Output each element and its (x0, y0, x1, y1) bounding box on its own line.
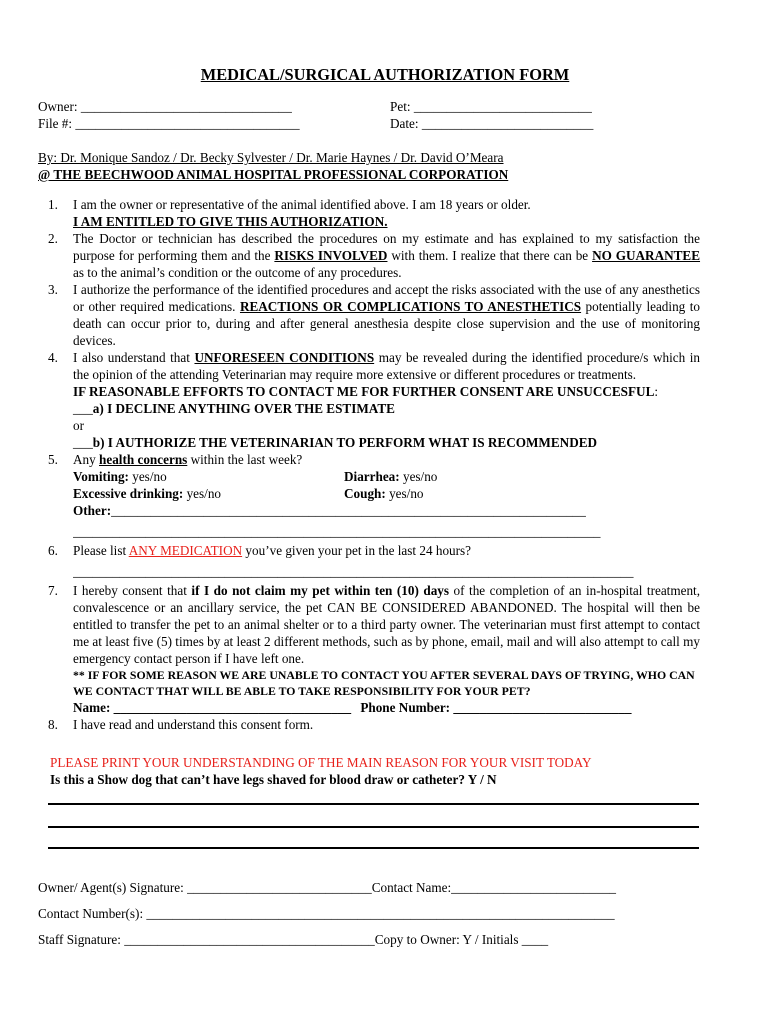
risks-involved: RISKS INVOLVED (274, 248, 388, 263)
date-blank[interactable]: __________________________ (421, 116, 594, 131)
form-title: MEDICAL/SURGICAL AUTHORIZATION FORM (200, 65, 570, 84)
doctors-line: By: Dr. Monique Sandoz / Dr. Becky Sylvester / Dr. Marie Haynes / Dr. David O’Meara (38, 150, 504, 165)
item-2-text-b: with them. I realize that there can be (387, 248, 593, 263)
consent-item-7 (38, 582, 700, 716)
vomiting-value[interactable]: yes/no (128, 469, 167, 484)
consent-items (38, 196, 700, 733)
file-number-field[interactable] (38, 115, 300, 132)
name-blank[interactable]: ____________________________________ (110, 700, 352, 715)
diarrhea-label: Diarrhea: (344, 469, 400, 484)
show-dog-question: Is this a Show dog that can’t have legs shaved for blood draw or catheter? Y / N (50, 772, 497, 787)
health-row-1 (73, 468, 700, 485)
item-3-text-b: potentially leading to death can occur prior to, during and after general anesthesia despite close supervision and the use of monitoring devices. (73, 299, 700, 348)
item-6-text-a: Please list (73, 543, 129, 558)
date-field[interactable] (390, 115, 593, 132)
copy-to-owner-label: Copy to Owner: Y / Initials (374, 932, 522, 947)
option-a-checkbox[interactable]: ___ (73, 401, 93, 416)
no-guarantee: NO GUARANTEE (592, 248, 701, 263)
visit-reason-line-2[interactable] (48, 826, 699, 828)
item-7-text-a: I hereby consent that (73, 583, 192, 598)
owner-signature-blank[interactable]: ____________________________ (187, 880, 372, 895)
item-number: 8. (48, 717, 58, 732)
contact-name-label: Contact Name: (371, 880, 452, 895)
option-a-label: a) I DECLINE ANYTHING OVER THE ESTIMATE (92, 401, 395, 416)
reactions-complications: REACTIONS OR COMPLICATIONS TO ANESTHETICS (239, 299, 582, 314)
staff-signature-label: Staff Signature: (38, 932, 125, 947)
item-6-text-b: you’ve given your pet in the last 24 hours? (242, 543, 472, 558)
drinking-value[interactable]: yes/no (183, 486, 222, 501)
phone-label: Phone Number: (360, 700, 451, 715)
staff-signature-row (38, 931, 548, 948)
pet-blank[interactable]: ___________________________ (413, 99, 592, 114)
date-label: Date: (390, 116, 422, 131)
other-field[interactable] (73, 502, 700, 519)
staff-signature-blank[interactable]: ______________________________________ (124, 932, 375, 947)
phone-blank[interactable]: ___________________________ (450, 700, 632, 715)
item-5-text-b: within the last week? (187, 452, 303, 467)
item-number: 6. (48, 543, 58, 558)
ten-days-clause: if I do not claim my pet within ten (10) days (191, 583, 450, 598)
cough-value[interactable]: yes/no (385, 486, 424, 501)
cough-label: Cough: (344, 486, 386, 501)
visit-reason-line-3[interactable] (48, 847, 699, 849)
initials-blank[interactable]: ____ (521, 932, 549, 947)
consent-item-5 (38, 451, 700, 540)
consent-item-4 (38, 349, 700, 451)
file-blank[interactable]: __________________________________ (75, 116, 300, 131)
contact-notice: ** IF FOR SOME REASON WE ARE UNABLE TO CONTACT YOU AFTER SEVERAL DAYS OF TRYING, WHO CAN WE CONTACT THAT WILL BE ABLE TO TAKE RESPONSIBILITY FOR YOUR PET? (73, 668, 695, 698)
option-b-label: b) I AUTHORIZE THE VETERINARIAN TO PERFORM WHAT IS RECOMMENDED (92, 435, 598, 450)
colon: : (654, 384, 659, 399)
owner-label: Owner: (38, 99, 81, 114)
item-7-text-b: of the completion of an in-hospital treatment, convalescence or an ancillary service, the pet CAN BE CONSIDERED ABANDONED. The hospital will then be entitled to transfer the pet to an animal shelter or to a third party owner. The veterinarian must first attempt to contact me at least five (5) times by at least 2 different methods, such as by phone, email, mail and will also attempt to call my emergency contact person if I have left one. (73, 583, 700, 666)
other-blank-line-2[interactable]: ________________________________________________________________________________ (73, 524, 601, 539)
vomiting-option[interactable] (73, 468, 344, 485)
pet-label: Pet: (390, 99, 414, 114)
item-4-text-b: may be revealed during the identified procedure/s which in the opinion of the attending Veterinarian may require more extensive or different procedures or treatments. (73, 350, 700, 382)
item-8-text: I have read and understand this consent form. (73, 717, 314, 732)
or-text: or (73, 418, 84, 433)
item-number: 1. (48, 197, 58, 212)
other-label: Other: (73, 503, 112, 518)
item-3-text-a: I authorize the performance of the identified procedures and accept the risks associated with the use of any anesthetics or other required medications. (73, 282, 700, 314)
contact-number-label: Contact Number(s): (38, 906, 147, 921)
contact-name-blank[interactable]: _________________________ (451, 880, 616, 895)
diarrhea-value[interactable]: yes/no (399, 469, 438, 484)
medication-blank[interactable]: _____________________________________________________________________________________ (73, 564, 634, 579)
item-number: 5. (48, 452, 58, 467)
hospital-line: @ THE BEECHWOOD ANIMAL HOSPITAL PROFESSIONAL CORPORATION (38, 167, 509, 182)
visit-reason-heading: PLEASE PRINT YOUR UNDERSTANDING OF THE MAIN REASON FOR YOUR VISIT TODAY (50, 755, 592, 770)
consent-item-6 (38, 542, 700, 580)
item-1-entitled: I AM ENTITLED TO GIVE THIS AUTHORIZATION. (73, 214, 388, 229)
file-label: File #: (38, 116, 76, 131)
owner-blank[interactable]: ________________________________ (80, 99, 292, 114)
consent-item-2 (38, 230, 700, 281)
item-1-text: I am the owner or representative of the animal identified above. I am 18 years or older. (73, 197, 531, 212)
diarrhea-option[interactable] (344, 468, 437, 485)
health-row-2 (73, 485, 700, 502)
health-concerns: health concerns (99, 452, 188, 467)
consent-item-1 (38, 196, 700, 230)
emergency-contact-row (73, 699, 700, 716)
owner-signature-row (38, 879, 616, 896)
item-number: 7. (48, 583, 58, 598)
item-number: 4. (48, 350, 58, 365)
item-2-text-a: The Doctor or technician has described the procedures on my estimate and has explained to my satisfaction the purpose for performing them and the (73, 231, 700, 263)
option-b-checkbox[interactable]: ___ (73, 435, 93, 450)
visit-reason-line-1[interactable] (48, 803, 699, 805)
drinking-option[interactable] (73, 485, 344, 502)
drinking-label: Excessive drinking: (73, 486, 184, 501)
pet-field[interactable] (390, 98, 592, 115)
unforeseen-conditions: UNFORESEEN CONDITIONS (194, 350, 375, 365)
item-2-text-c: as to the animal’s condition or the outcome of any procedures. (73, 265, 402, 280)
name-label: Name: (73, 700, 111, 715)
contact-number-row (38, 905, 615, 922)
owner-signature-label: Owner/ Agent(s) Signature: (38, 880, 188, 895)
contact-number-blank[interactable]: _______________________________________________________________________ (146, 906, 615, 921)
item-4-text-a: I also understand that (73, 350, 195, 365)
other-blank[interactable]: ________________________________________________________________________ (111, 503, 586, 518)
cough-option[interactable] (344, 485, 424, 502)
vomiting-label: Vomiting: (73, 469, 129, 484)
any-medication: ANY MEDICATION (128, 543, 243, 558)
item-5-text-a: Any (73, 452, 100, 467)
owner-field[interactable] (38, 98, 292, 115)
consent-item-3 (38, 281, 700, 349)
item-number: 3. (48, 282, 58, 297)
consent-item-8 (38, 716, 700, 733)
item-number: 2. (48, 231, 58, 246)
reasonable-efforts: IF REASONABLE EFFORTS TO CONTACT ME FOR FURTHER CONSENT ARE UNSUCCESFUL (73, 384, 655, 399)
